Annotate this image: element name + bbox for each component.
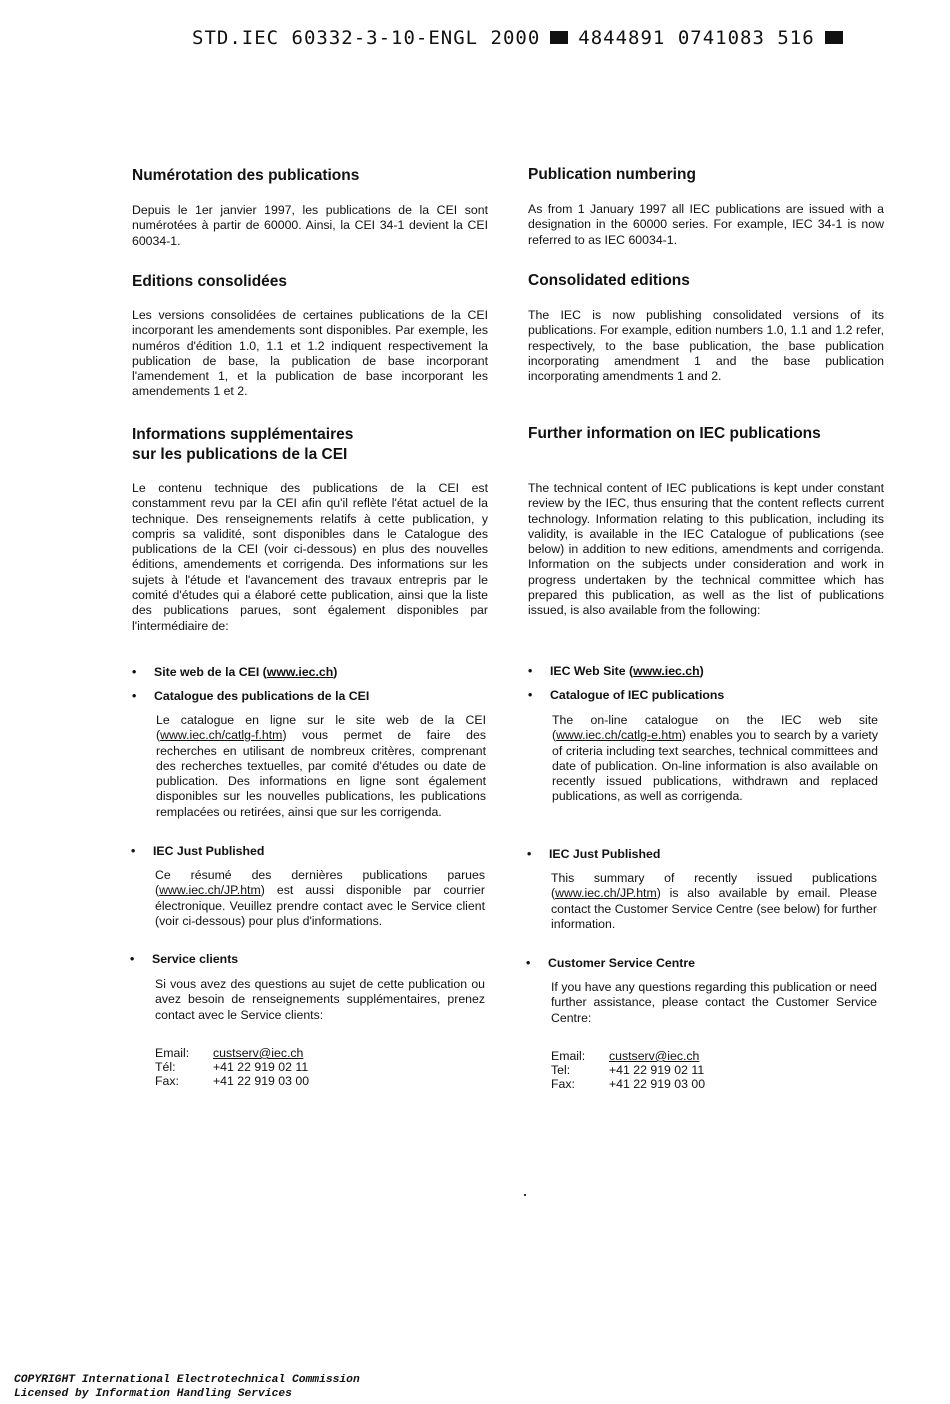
- bullet-item: • Catalogue of IEC publications: [528, 688, 725, 702]
- contact-block: Email: custserv@iec.ch Tel: +41 22 919 02 11 Fax: +41 22 919 03 00: [551, 1049, 706, 1091]
- bullet-item: • Catalogue des publications de la CEI: [132, 689, 370, 703]
- phone-number: +41 22 919 02 11: [213, 1060, 309, 1074]
- bullet-item: • IEC Just Published: [131, 844, 265, 858]
- paragraph: The on-line catalogue on the IEC web site (www.iec.ch/catlg-e.htm) enables you to search by a variety of criteria including text searches, technical committees and date of publication. On-line information is also available on recently issued publications, withdrawn and replaced publications, as well as corrigenda.: [552, 713, 878, 804]
- section-heading: Consolidated editions: [528, 272, 690, 289]
- bullet-item: • Customer Service Centre: [526, 956, 695, 970]
- bullet-item: • Service clients: [130, 952, 239, 966]
- section-heading: Further information on IEC publications: [528, 425, 821, 442]
- copyright-line: COPYRIGHT International Electrotechnical Commission: [14, 1374, 360, 1386]
- bullet-item: • IEC Web Site (www.iec.ch): [528, 664, 704, 678]
- website-link[interactable]: www.iec.ch: [633, 664, 700, 678]
- email-link[interactable]: custserv@iec.ch: [609, 1049, 700, 1063]
- paragraph: The IEC is now publishing consolidated versions of its publications. For example, edition numbers 1.0, 1.1 and 1.2 refer, respectively, to the base publication, the base publication incorporating amendment 1 and the base publication incorporating amendments 1 and 2.: [528, 308, 884, 384]
- black-marker: [825, 31, 843, 44]
- section-heading: Editions consolidées: [132, 273, 288, 290]
- paragraph: Ce résumé des dernières publications parues (www.iec.ch/JP.htm) est aussi disponible par courrier électronique. Veuillez prendre contact avec le Service client (voir ci-dessous) pour plus d'informations.: [155, 868, 485, 928]
- section-heading: Informations supplémentaires sur les publications de la CEI: [132, 426, 354, 463]
- paragraph: If you have any questions regarding this publication or need further assistance, please contact the Customer Service Centre:: [551, 980, 877, 1025]
- doc-code: STD.IEC 60332-3-10-ENGL 2000: [192, 26, 541, 49]
- stray-mark: [524, 1194, 526, 1196]
- paragraph: Le contenu technique des publications de la CEI est constamment revu par la CEI afin qu'il reflète l'état actuel de la technique. Des renseignements relatifs à cette publication, y compris sa validité, sont disponibles dans le Catalogue des publications de la CEI (voir ci-dessous) en plus des nouvelles éditions, amendements et corrigenda. Des informations sur les sujets à l'étude et l'avancement des travaux entrepris par le comité d'études qui a élaboré cette publication, ainsi que la liste des publications parues, sont également disponibles par l'intermédiaire de:: [132, 481, 488, 633]
- section-heading: Publication numbering: [528, 166, 696, 183]
- paragraph: Si vous avez des questions au sujet de cette publication ou avez besoin de renseignements supplémentaires, prenez contact avec le Service clients:: [155, 977, 485, 1022]
- black-marker: [550, 31, 568, 44]
- just-published-link[interactable]: www.iec.ch/JP.htm: [555, 886, 657, 901]
- doc-number-3: 516: [777, 26, 815, 49]
- phone-number: +41 22 919 02 11: [609, 1063, 705, 1077]
- paragraph: Le catalogue en ligne sur le site web de la CEI (www.iec.ch/catlg-f.htm) vous permet de faire des recherches en utilisant de nombreux critères, comprenant des recherches textuelles, par comité d'études ou date de publication. Des informations en ligne sont également disponibles sur les nouvelles publications, les publications remplacées ou retirées, ainsi que sur les corrigenda.: [156, 713, 486, 819]
- email-link[interactable]: custserv@iec.ch: [213, 1046, 304, 1060]
- fax-number: +41 22 919 03 00: [213, 1074, 310, 1088]
- contact-block: Email: custserv@iec.ch Tél: +41 22 919 02 11 Fax: +41 22 919 03 00: [155, 1046, 310, 1088]
- bullet-item: • IEC Just Published: [527, 847, 661, 861]
- catalogue-link[interactable]: www.iec.ch/catlg-f.htm: [160, 728, 283, 743]
- website-link[interactable]: www.iec.ch: [266, 665, 334, 679]
- paragraph: Depuis le 1er janvier 1997, les publications de la CEI sont numérotées à partir de 60000. Ainsi, la CEI 34-1 devient la CEI 60034-1.: [132, 203, 488, 248]
- paragraph: This summary of recently issued publications (www.iec.ch/JP.htm) is also available by email. Please contact the Customer Service Centre (see below) for further information.: [551, 871, 877, 931]
- paragraph: Les versions consolidées de certaines publications de la CEI incorporant les amendements sont disponibles. Par exemple, les numéros d'édition 1.0, 1.1 et 1.2 indiquent respectivement la publication de base, la publication de base incorporant l'amendement 1, et la publication de base incorporant les amendements 1 et 2.: [132, 308, 488, 399]
- copyright-footer: [14, 1373, 360, 1401]
- doc-number-2: 0741083: [677, 26, 765, 49]
- just-published-link[interactable]: www.iec.ch/JP.htm: [159, 883, 261, 898]
- bullet-item: • Site web de la CEI (www.iec.ch): [132, 665, 338, 679]
- paragraph: The technical content of IEC publications is kept under constant review by the IEC, thus ensuring that the content reflects current technology. Information relating to this publication, including its validity, is available in the IEC Catalogue of publications (see below) in addition to new editions, amendments and corrigenda. Information on the subjects under consideration and work in progress undertaken by the technical committee which has prepared this publication, as well as the list of publications issued, is also available from the following:: [528, 481, 884, 618]
- doc-number-1: 4844891: [578, 26, 666, 49]
- document-header: [192, 26, 852, 54]
- fax-number: +41 22 919 03 00: [609, 1077, 706, 1091]
- paragraph: As from 1 January 1997 all IEC publications are issued with a designation in the 60000 series. For example, IEC 34-1 is now referred to as IEC 60034-1.: [528, 202, 884, 247]
- catalogue-link[interactable]: www.iec.ch/catlg-e.htm: [556, 728, 682, 743]
- section-heading: Numérotation des publications: [132, 167, 360, 184]
- license-line: Licensed by Information Handling Services: [14, 1388, 292, 1400]
